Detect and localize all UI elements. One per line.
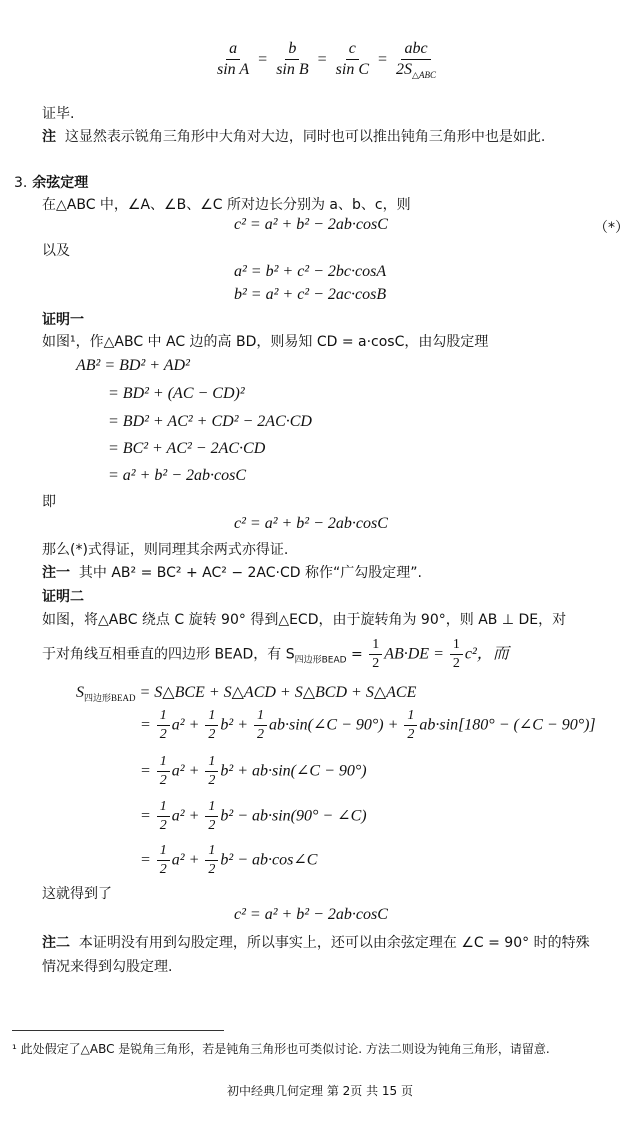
- proof1-intro: 如图¹，作△ABC 中 AC 边的高 BD，则易知 CD = a·cosC，由勾股定理: [42, 334, 489, 350]
- cosine-law-eq-a: a² = b² + c² − 2bc·cosA: [234, 263, 387, 280]
- proof1-line-1: AB² = BD² + AD²: [76, 357, 190, 374]
- proof1-line-4: = BC² + AC² − 2AC·CD: [108, 440, 266, 457]
- area-expansion-line-2: = $\frac{1}{2}$ a² + $\frac{1}{2}$ b² + ab·sin(∠C − 90°): [140, 754, 367, 789]
- proof1-line-2: = BD² + (AC − CD)²: [108, 385, 245, 402]
- ji-text: 即: [42, 494, 56, 510]
- area-expansion-line-3: = $\frac{1}{2}$ a² + $\frac{1}{2}$ b² − ab·sin(90° − ∠C): [140, 799, 367, 834]
- fraction-abc-2S: $\frac{\text{abc}}{2S_{\triangle ABC}}$: [396, 40, 436, 81]
- proof1-conclusion: 那么(*)式得证，则同理其余两式亦得证.: [42, 542, 289, 558]
- proof1-label: 证明一: [42, 312, 84, 328]
- fraction-c-sinC: $\frac{c}{\text{sin C}}$: [335, 40, 370, 79]
- thus-text: 这就得到了: [42, 886, 112, 902]
- note-generalized-pythagoras: 注一 其中 AB² = BC² + AC² − 2AC·CD 称作“广勾股定理”.: [42, 565, 422, 581]
- equation-star-tag: （*）: [594, 220, 629, 236]
- note-pythagoras-line-2: 情况来得到勾股定理.: [42, 959, 173, 975]
- cosine-law-eq-b: b² = a² + c² − 2ac·cosB: [234, 286, 387, 303]
- proof1-result: c² = a² + b² − 2ab·cosC: [234, 515, 388, 532]
- footnote-divider: [12, 1030, 224, 1031]
- also-text: 以及: [42, 243, 70, 259]
- proof1-line-3: = BD² + AC² + CD² − 2AC·CD: [108, 413, 312, 430]
- cosine-law-main-equation: c² = a² + b² − 2ab·cosC: [234, 216, 388, 233]
- proof2-result: c² = a² + b² − 2ab·cosC: [234, 906, 388, 923]
- section-heading: 3. 余弦定理: [14, 175, 89, 191]
- note-pythagoras-special-case: 注二 本证明没有用到勾股定理，所以事实上，还可以由余弦定理在 ∠C = 90° 时的特殊: [42, 935, 590, 951]
- proof2-line-1: 如图，将△ABC 绕点 C 旋转 90° 得到△ECD，由于旋转角为 90°，则 AB ⊥ DE，对: [42, 612, 567, 628]
- area-expansion-line-1: = $\frac{1}{2}$ a² + $\frac{1}{2}$ b² + $\frac{1}{2}$ ab·sin(∠C − 90°) + $\frac{1}{2}$ ab·sin[180° − (∠C − 90°)]: [140, 708, 596, 743]
- section-intro: 在△ABC 中，∠A、∠B、∠C 所对边长分别为 a、b、c，则: [42, 197, 411, 213]
- proof2-line-2: 于对角线互相垂直的四边形 BEAD，有 $S_{四边形BEAD}$ = $\frac{1}{2}$ AB·DE = $\frac{1}{2}$ c²，而: [42, 637, 509, 672]
- proof2-label: 证明二: [42, 589, 84, 605]
- footnote: ¹ 此处假定了△ABC 是锐角三角形，若是钝角三角形也可类似讨论. 方法二则设为钝角三角形，请留意.: [12, 1042, 550, 1056]
- area-sum-line: $S_{四边形BEAD}$ = S△BCE + S△ACD + S△BCD + S△ACE: [76, 684, 417, 703]
- area-expansion-line-4: = $\frac{1}{2}$ a² + $\frac{1}{2}$ b² − ab·cos∠C: [140, 843, 318, 878]
- law-of-sines-formula: $\frac{a}{\text{sin A}}$ = $\frac{b}{\text{sin B}}$ = $\frac{c}{\text{sin C}}$ = $\frac{\text{abc}}{2S_{\triangle ABC}}$: [212, 40, 441, 80]
- page-footer: 初中经典几何定理 第 2页 共 15 页: [227, 1084, 413, 1098]
- fraction-a-sinA: $\frac{a}{\text{sin A}}$: [217, 40, 250, 79]
- proof-done: 证毕.: [42, 106, 75, 122]
- fraction-b-sinB: $\frac{b}{\text{sin B}}$: [276, 40, 309, 79]
- note-1: 注 这显然表示锐角三角形中大角对大边，同时也可以推出钝角三角形中也是如此.: [42, 129, 546, 145]
- proof1-line-5: = a² + b² − 2ab·cosC: [108, 467, 246, 484]
